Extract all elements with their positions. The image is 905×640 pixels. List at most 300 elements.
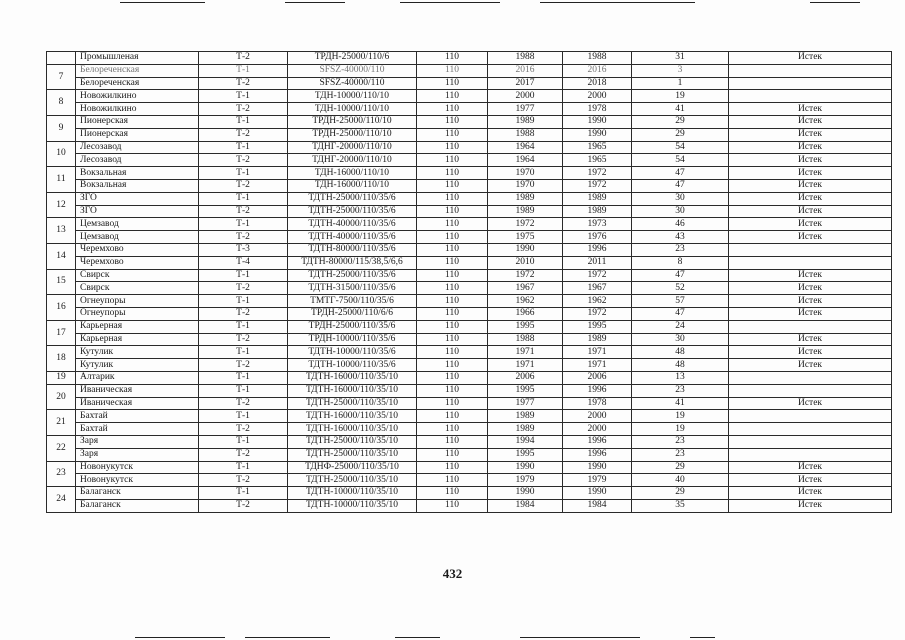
cell-commission-year: 2011 — [563, 256, 632, 269]
table-row — [47, 192, 892, 205]
cell-transformer-id: Т-2 — [199, 231, 288, 244]
cell-commission-year: 1967 — [563, 282, 632, 295]
cell-status: Истек — [729, 192, 892, 205]
table-row — [47, 90, 892, 103]
cell-substation-name: Пионерская — [76, 128, 199, 141]
cell-service-years: 23 — [632, 243, 729, 256]
cell-voltage: 110 — [417, 192, 488, 205]
cell-transformer-type: ТРДН-10000/110/35/6 — [288, 333, 417, 346]
cell-service-years: 29 — [632, 128, 729, 141]
cell-manufacture-year: 1962 — [488, 295, 563, 308]
cell-commission-year: 1989 — [563, 333, 632, 346]
cell-commission-year: 1996 — [563, 448, 632, 461]
cell-row-number: 19 — [47, 371, 76, 384]
cell-voltage: 110 — [417, 461, 488, 474]
cell-transformer-type: ТДТН-40000/110/35/6 — [288, 218, 417, 231]
cell-row-number: 8 — [47, 90, 76, 116]
cell-service-years: 30 — [632, 205, 729, 218]
cell-commission-year: 1971 — [563, 359, 632, 372]
cell-substation-name: Балаганск — [76, 499, 199, 512]
cell-transformer-id: Т-2 — [199, 103, 288, 116]
cell-commission-year: 1990 — [563, 115, 632, 128]
cell-transformer-type: ТРДН-25000/110/10 — [288, 115, 417, 128]
cell-transformer-type: ТРДН-25000/110/10 — [288, 128, 417, 141]
table-row — [47, 461, 892, 474]
cell-voltage: 110 — [417, 64, 488, 77]
cell-substation-name: Свирск — [76, 269, 199, 282]
cell-commission-year: 2000 — [563, 410, 632, 423]
cell-row-number: 7 — [47, 64, 76, 90]
cell-commission-year: 2016 — [563, 64, 632, 77]
table-row — [47, 346, 892, 359]
table-row — [47, 167, 892, 180]
cell-voltage: 110 — [417, 499, 488, 512]
cell-row-number: 11 — [47, 167, 76, 193]
cell-voltage: 110 — [417, 103, 488, 116]
cell-commission-year: 1962 — [563, 295, 632, 308]
table-row — [47, 282, 892, 295]
cell-status — [729, 423, 892, 436]
scan-artifact-line — [400, 2, 500, 3]
cell-transformer-type: ТДТН-25000/110/35/6 — [288, 205, 417, 218]
cell-transformer-id: Т-1 — [199, 371, 288, 384]
cell-service-years: 19 — [632, 90, 729, 103]
cell-commission-year: 1965 — [563, 141, 632, 154]
cell-substation-name: Новонукутск — [76, 461, 199, 474]
cell-substation-name: Вокзальная — [76, 167, 199, 180]
cell-row-number: 20 — [47, 384, 76, 410]
cell-row-number: 15 — [47, 269, 76, 295]
cell-transformer-id: Т-2 — [199, 307, 288, 320]
cell-status: Истек — [729, 52, 892, 65]
cell-status: Истек — [729, 205, 892, 218]
cell-manufacture-year: 1990 — [488, 243, 563, 256]
cell-status: Истек — [729, 461, 892, 474]
cell-transformer-id: Т-1 — [199, 487, 288, 500]
cell-transformer-type: ТДН-16000/110/10 — [288, 167, 417, 180]
cell-status — [729, 410, 892, 423]
cell-manufacture-year: 1989 — [488, 423, 563, 436]
table-body — [47, 52, 892, 513]
table-row — [47, 307, 892, 320]
table-row — [47, 154, 892, 167]
cell-transformer-id: Т-1 — [199, 435, 288, 448]
cell-status: Истек — [729, 487, 892, 500]
cell-transformer-id: Т-1 — [199, 141, 288, 154]
cell-transformer-id: Т-2 — [199, 499, 288, 512]
cell-status: Истек — [729, 115, 892, 128]
cell-transformer-type: ТДНГ-20000/110/10 — [288, 154, 417, 167]
cell-service-years: 47 — [632, 307, 729, 320]
cell-manufacture-year: 1971 — [488, 359, 563, 372]
cell-substation-name: Иваническая — [76, 397, 199, 410]
cell-transformer-id: Т-2 — [199, 282, 288, 295]
table-row — [47, 435, 892, 448]
cell-commission-year: 2006 — [563, 371, 632, 384]
cell-service-years: 23 — [632, 435, 729, 448]
cell-voltage: 110 — [417, 218, 488, 231]
cell-substation-name: Лесозавод — [76, 154, 199, 167]
cell-substation-name: Алтарик — [76, 371, 199, 384]
cell-manufacture-year: 1977 — [488, 397, 563, 410]
cell-service-years: 48 — [632, 346, 729, 359]
cell-status — [729, 384, 892, 397]
cell-status — [729, 243, 892, 256]
cell-transformer-id: Т-1 — [199, 410, 288, 423]
cell-transformer-id: Т-1 — [199, 167, 288, 180]
cell-manufacture-year: 1966 — [488, 307, 563, 320]
cell-row-number: 10 — [47, 141, 76, 167]
cell-transformer-type: SFSZ-40000/110 — [288, 64, 417, 77]
table-row — [47, 423, 892, 436]
cell-status: Истек — [729, 179, 892, 192]
cell-transformer-type: ТРДН-25000/110/35/6 — [288, 320, 417, 333]
cell-substation-name: Огнеупоры — [76, 295, 199, 308]
cell-transformer-type: ТДТН-16000/110/35/10 — [288, 384, 417, 397]
cell-manufacture-year: 1971 — [488, 346, 563, 359]
cell-substation-name: Черемхово — [76, 243, 199, 256]
cell-commission-year: 2000 — [563, 423, 632, 436]
cell-substation-name: Иваническая — [76, 384, 199, 397]
cell-commission-year: 1971 — [563, 346, 632, 359]
cell-transformer-id: Т-1 — [199, 90, 288, 103]
cell-manufacture-year: 1988 — [488, 52, 563, 65]
cell-transformer-type: ТДТН-25000/110/35/10 — [288, 448, 417, 461]
cell-transformer-type: ТДН-10000/110/10 — [288, 103, 417, 116]
cell-voltage: 110 — [417, 77, 488, 90]
scan-artifact-line — [245, 637, 330, 638]
table-row — [47, 384, 892, 397]
cell-transformer-id: Т-2 — [199, 474, 288, 487]
cell-manufacture-year: 1970 — [488, 167, 563, 180]
cell-status — [729, 64, 892, 77]
table-row — [47, 103, 892, 116]
cell-transformer-type: ТДТН-80000/115/38,5/6,6 — [288, 256, 417, 269]
cell-status: Истек — [729, 141, 892, 154]
cell-substation-name: Заря — [76, 435, 199, 448]
cell-row-number: 24 — [47, 487, 76, 513]
cell-voltage: 110 — [417, 371, 488, 384]
cell-status: Истек — [729, 103, 892, 116]
cell-status — [729, 435, 892, 448]
cell-manufacture-year: 2010 — [488, 256, 563, 269]
cell-service-years: 29 — [632, 461, 729, 474]
cell-status: Истек — [729, 282, 892, 295]
table-row — [47, 115, 892, 128]
cell-substation-name: Карьерная — [76, 333, 199, 346]
cell-service-years: 48 — [632, 359, 729, 372]
cell-commission-year: 2000 — [563, 90, 632, 103]
cell-transformer-id: Т-1 — [199, 192, 288, 205]
cell-row-number: 13 — [47, 218, 76, 244]
cell-substation-name: Пионерская — [76, 115, 199, 128]
cell-service-years: 41 — [632, 103, 729, 116]
cell-substation-name: ЗГО — [76, 192, 199, 205]
table-row — [47, 179, 892, 192]
cell-substation-name: Цемзавод — [76, 218, 199, 231]
cell-voltage: 110 — [417, 435, 488, 448]
table-row — [47, 333, 892, 346]
table-row — [47, 448, 892, 461]
cell-transformer-id: Т-1 — [199, 218, 288, 231]
cell-commission-year: 1978 — [563, 103, 632, 116]
cell-manufacture-year: 1990 — [488, 487, 563, 500]
cell-substation-name: Новожилкино — [76, 103, 199, 116]
cell-manufacture-year: 1972 — [488, 269, 563, 282]
cell-substation-name: Бахтай — [76, 423, 199, 436]
cell-service-years: 47 — [632, 179, 729, 192]
table-row — [47, 64, 892, 77]
table-row — [47, 397, 892, 410]
table-row — [47, 205, 892, 218]
cell-transformer-id: Т-2 — [199, 77, 288, 90]
cell-voltage: 110 — [417, 231, 488, 244]
cell-transformer-type: SFSZ-40000/110 — [288, 77, 417, 90]
cell-commission-year: 1989 — [563, 192, 632, 205]
cell-substation-name: Вокзальная — [76, 179, 199, 192]
cell-transformer-type: ТДТН-25000/110/35/6 — [288, 269, 417, 282]
cell-commission-year: 1973 — [563, 218, 632, 231]
cell-transformer-id: Т-2 — [199, 423, 288, 436]
cell-commission-year: 1972 — [563, 307, 632, 320]
cell-row-number: 12 — [47, 192, 76, 218]
cell-voltage: 110 — [417, 141, 488, 154]
cell-manufacture-year: 1994 — [488, 435, 563, 448]
cell-manufacture-year: 2006 — [488, 371, 563, 384]
cell-transformer-type: ТДТН-10000/110/35/6 — [288, 359, 417, 372]
cell-service-years: 23 — [632, 384, 729, 397]
cell-service-years: 23 — [632, 448, 729, 461]
cell-voltage: 110 — [417, 243, 488, 256]
cell-transformer-id: Т-2 — [199, 128, 288, 141]
cell-row-number: 18 — [47, 346, 76, 372]
cell-transformer-type: ТДТН-25000/110/35/10 — [288, 397, 417, 410]
cell-manufacture-year: 1988 — [488, 333, 563, 346]
cell-voltage: 110 — [417, 320, 488, 333]
table-row — [47, 128, 892, 141]
scan-artifact-line — [520, 637, 640, 638]
cell-commission-year: 1996 — [563, 435, 632, 448]
cell-commission-year: 1990 — [563, 128, 632, 141]
cell-transformer-type: ТДТН-25000/110/35/6 — [288, 192, 417, 205]
cell-service-years: 35 — [632, 499, 729, 512]
cell-manufacture-year: 2017 — [488, 77, 563, 90]
cell-service-years: 43 — [632, 231, 729, 244]
cell-status: Истек — [729, 218, 892, 231]
table-row — [47, 77, 892, 90]
cell-status: Истек — [729, 307, 892, 320]
cell-transformer-id: Т-4 — [199, 256, 288, 269]
cell-voltage: 110 — [417, 52, 488, 65]
cell-transformer-id: Т-1 — [199, 115, 288, 128]
cell-service-years: 1 — [632, 77, 729, 90]
page-number: 432 — [442, 566, 463, 581]
cell-row-number: 23 — [47, 461, 76, 487]
cell-substation-name: Балаганск — [76, 487, 199, 500]
cell-service-years: 31 — [632, 52, 729, 65]
cell-service-years: 3 — [632, 64, 729, 77]
cell-voltage: 110 — [417, 487, 488, 500]
cell-manufacture-year: 2000 — [488, 90, 563, 103]
cell-row-number: 14 — [47, 243, 76, 269]
scan-artifact-line — [120, 2, 205, 3]
cell-commission-year: 1965 — [563, 154, 632, 167]
cell-substation-name: Белореченская — [76, 77, 199, 90]
cell-commission-year: 1990 — [563, 487, 632, 500]
cell-status — [729, 371, 892, 384]
cell-voltage: 110 — [417, 269, 488, 282]
cell-status: Истек — [729, 154, 892, 167]
cell-voltage: 110 — [417, 179, 488, 192]
cell-manufacture-year: 1970 — [488, 179, 563, 192]
cell-transformer-type: ТДТН-10000/110/35/10 — [288, 487, 417, 500]
cell-transformer-type: ТДТН-40000/110/35/6 — [288, 231, 417, 244]
cell-manufacture-year: 1979 — [488, 474, 563, 487]
cell-row-number: 22 — [47, 435, 76, 461]
cell-status: Истек — [729, 346, 892, 359]
cell-substation-name: Огнеупоры — [76, 307, 199, 320]
cell-transformer-type: ТДТН-80000/110/35/6 — [288, 243, 417, 256]
scan-artifact-line — [540, 2, 695, 3]
cell-transformer-id: Т-2 — [199, 397, 288, 410]
cell-substation-name: Лесозавод — [76, 141, 199, 154]
cell-service-years: 47 — [632, 167, 729, 180]
table-row — [47, 243, 892, 256]
table-row — [47, 141, 892, 154]
cell-manufacture-year: 1995 — [488, 448, 563, 461]
cell-status: Истек — [729, 474, 892, 487]
cell-transformer-id: Т-2 — [199, 52, 288, 65]
cell-transformer-type: ТДТН-31500/110/35/6 — [288, 282, 417, 295]
cell-status: Истек — [729, 231, 892, 244]
cell-voltage: 110 — [417, 448, 488, 461]
cell-manufacture-year: 1972 — [488, 218, 563, 231]
cell-manufacture-year: 1989 — [488, 192, 563, 205]
cell-service-years: 40 — [632, 474, 729, 487]
scan-artifact-line — [690, 637, 715, 638]
cell-row-number: 9 — [47, 115, 76, 141]
cell-transformer-id: Т-1 — [199, 384, 288, 397]
cell-transformer-type: ТДТН-25000/110/35/10 — [288, 435, 417, 448]
cell-status: Истек — [729, 167, 892, 180]
cell-transformer-type: ТДТН-10000/110/35/10 — [288, 499, 417, 512]
cell-transformer-id: Т-2 — [199, 333, 288, 346]
cell-transformer-type: ТДТН-16000/110/35/10 — [288, 423, 417, 436]
cell-status: Истек — [729, 397, 892, 410]
cell-service-years: 47 — [632, 269, 729, 282]
cell-service-years: 54 — [632, 141, 729, 154]
cell-transformer-id: Т-1 — [199, 64, 288, 77]
cell-commission-year: 1972 — [563, 167, 632, 180]
cell-transformer-id: Т-2 — [199, 205, 288, 218]
cell-commission-year: 1988 — [563, 52, 632, 65]
cell-substation-name: Новонукутск — [76, 474, 199, 487]
table-row — [47, 410, 892, 423]
cell-voltage: 110 — [417, 167, 488, 180]
cell-commission-year: 1979 — [563, 474, 632, 487]
cell-row-number: 16 — [47, 295, 76, 321]
cell-transformer-id: Т-1 — [199, 295, 288, 308]
cell-status — [729, 320, 892, 333]
cell-transformer-type: ТДН-16000/110/10 — [288, 179, 417, 192]
cell-voltage: 110 — [417, 256, 488, 269]
cell-status — [729, 77, 892, 90]
cell-commission-year: 1978 — [563, 397, 632, 410]
cell-voltage: 110 — [417, 474, 488, 487]
cell-transformer-id: Т-2 — [199, 179, 288, 192]
cell-substation-name: Черемхово — [76, 256, 199, 269]
cell-manufacture-year: 1989 — [488, 115, 563, 128]
cell-service-years: 13 — [632, 371, 729, 384]
cell-transformer-id: Т-1 — [199, 269, 288, 282]
cell-commission-year: 1984 — [563, 499, 632, 512]
scan-artifact-line — [135, 637, 225, 638]
cell-status: Истек — [729, 499, 892, 512]
cell-row-number: 21 — [47, 410, 76, 436]
cell-substation-name: Кутулик — [76, 346, 199, 359]
table-row — [47, 474, 892, 487]
cell-transformer-type: ТДТН-16000/110/35/10 — [288, 410, 417, 423]
cell-voltage: 110 — [417, 154, 488, 167]
cell-voltage: 110 — [417, 307, 488, 320]
scan-artifact-line — [810, 2, 860, 3]
cell-substation-name: Белореченская — [76, 64, 199, 77]
cell-transformer-type: ТДТН-16000/110/35/10 — [288, 371, 417, 384]
cell-status: Истек — [729, 295, 892, 308]
cell-transformer-id: Т-2 — [199, 359, 288, 372]
cell-transformer-type: ТДНФ-25000/110/35/10 — [288, 461, 417, 474]
cell-service-years: 19 — [632, 410, 729, 423]
cell-service-years: 41 — [632, 397, 729, 410]
cell-transformer-id: Т-1 — [199, 461, 288, 474]
cell-commission-year: 2018 — [563, 77, 632, 90]
cell-status: Истек — [729, 333, 892, 346]
cell-transformer-type: ТДТН-25000/110/35/10 — [288, 474, 417, 487]
cell-substation-name: Заря — [76, 448, 199, 461]
table-row — [47, 218, 892, 231]
cell-voltage: 110 — [417, 423, 488, 436]
cell-commission-year: 1996 — [563, 243, 632, 256]
cell-status: Истек — [729, 359, 892, 372]
cell-commission-year: 1990 — [563, 461, 632, 474]
table-row — [47, 499, 892, 512]
cell-transformer-type: ТДТН-10000/110/35/6 — [288, 346, 417, 359]
cell-commission-year: 1972 — [563, 269, 632, 282]
cell-voltage: 110 — [417, 397, 488, 410]
cell-manufacture-year: 1984 — [488, 499, 563, 512]
cell-status — [729, 90, 892, 103]
cell-status: Истек — [729, 128, 892, 141]
cell-manufacture-year: 1989 — [488, 205, 563, 218]
cell-voltage: 110 — [417, 90, 488, 103]
cell-service-years: 54 — [632, 154, 729, 167]
cell-commission-year: 1995 — [563, 320, 632, 333]
cell-transformer-id: Т-1 — [199, 346, 288, 359]
cell-commission-year: 1976 — [563, 231, 632, 244]
table-row — [47, 231, 892, 244]
cell-transformer-type: ТРДН-25000/110/6 — [288, 52, 417, 65]
cell-transformer-id: Т-2 — [199, 154, 288, 167]
cell-voltage: 110 — [417, 410, 488, 423]
cell-substation-name: Бахтай — [76, 410, 199, 423]
cell-substation-name: Карьерная — [76, 320, 199, 333]
cell-service-years: 29 — [632, 487, 729, 500]
cell-voltage: 110 — [417, 384, 488, 397]
cell-substation-name: Промышленая — [76, 52, 199, 65]
scan-artifact-line — [395, 637, 440, 638]
cell-manufacture-year: 1990 — [488, 461, 563, 474]
table-row — [47, 359, 892, 372]
